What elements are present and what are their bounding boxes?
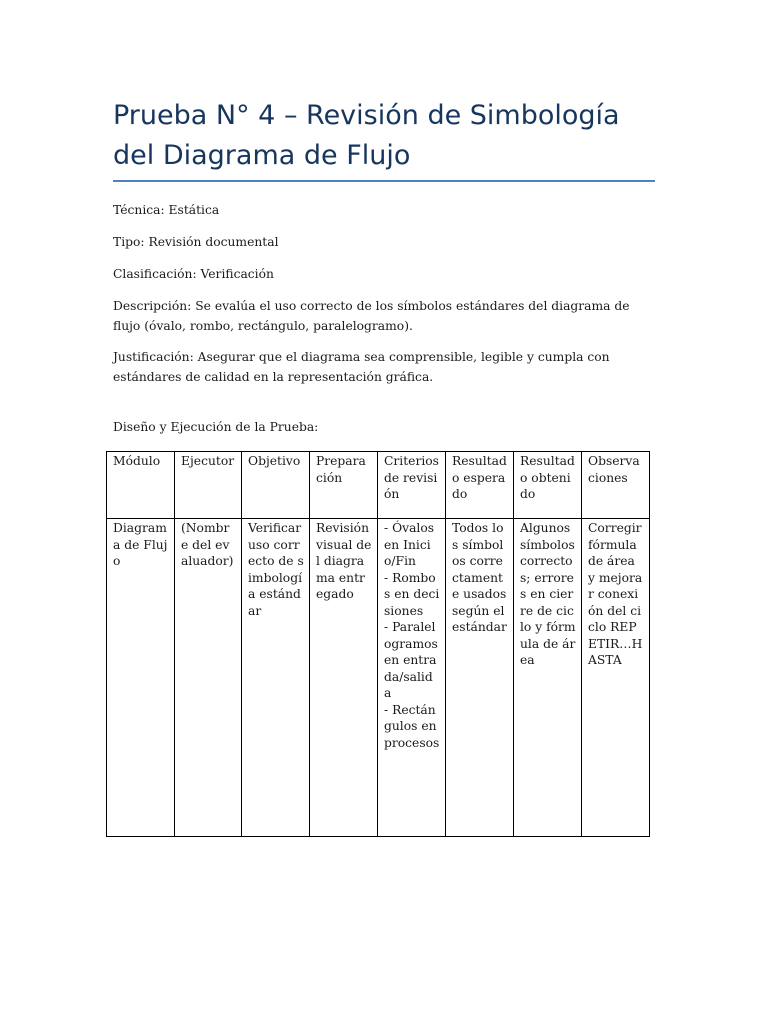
cell-observaciones: Corregir fórmula de área y mejorar conexión del ciclo REPETIR…HASTA [582,519,650,837]
criterion-ovalos: - Óvalos en Inicio/Fin [384,521,435,568]
header-cell-preparacion: Preparación [310,452,378,519]
header-cell-objetivo: Objetivo [242,452,310,519]
header-cell-resultado-esperado: Resultado esperado [446,452,514,519]
cell-modulo: Diagrama de Flujo [107,519,175,837]
cell-objetivo: Verificar uso correcto de simbología estándar [242,519,310,837]
design-execution-heading: Diseño y Ejecución de la Prueba: [113,420,319,434]
criterion-rectangulos: - Rectángulos en procesos [384,702,440,750]
cell-resultado-obtenido: Algunos símbolos correctos; errores en cierre de ciclo y fórmula de área [514,519,582,837]
type-line: Tipo: Revisión documental [113,235,279,249]
header-cell-resultado-obtenido: Resultado obtenido [514,452,582,519]
title-underline [113,180,655,182]
cell-criterios [378,519,446,837]
justification-paragraph: Justificación: Asegurar que el diagrama sea comprensible, legible y cumpla con estándares de calidad en la representación gráfica. [113,350,610,384]
header-cell-observaciones: Observaciones [582,452,650,519]
classification-line: Clasificación: Verificación [113,267,274,281]
document-title: Prueba N° 4 – Revisión de Simbología del Diagrama de Flujo [113,100,620,171]
test-design-table [106,451,650,837]
header-cell-modulo: Módulo [107,452,175,519]
cell-resultado-esperado: Todos los símbolos correctamente usados según el estándar [446,519,514,837]
description-paragraph: Descripción: Se evalúa el uso correcto de los símbolos estándares del diagrama de flujo (óvalo, rombo, rectángulo, paralelogramo). [113,299,630,333]
cell-preparacion: Revisión visual del diagrama entregado [310,519,378,837]
criterion-paralelogramos: - Paralelogramos en entrada/salida [384,620,438,700]
table-header-row [107,452,650,519]
header-cell-ejecutor: Ejecutor [175,452,242,519]
header-cell-criterios: Criterios de revisión [378,452,446,519]
table-row [107,519,650,837]
technique-line: Técnica: Estática [113,203,220,217]
criterion-rombos: - Rombos en decisiones [384,570,440,618]
cell-ejecutor: (Nombre del evaluador) [175,519,242,837]
